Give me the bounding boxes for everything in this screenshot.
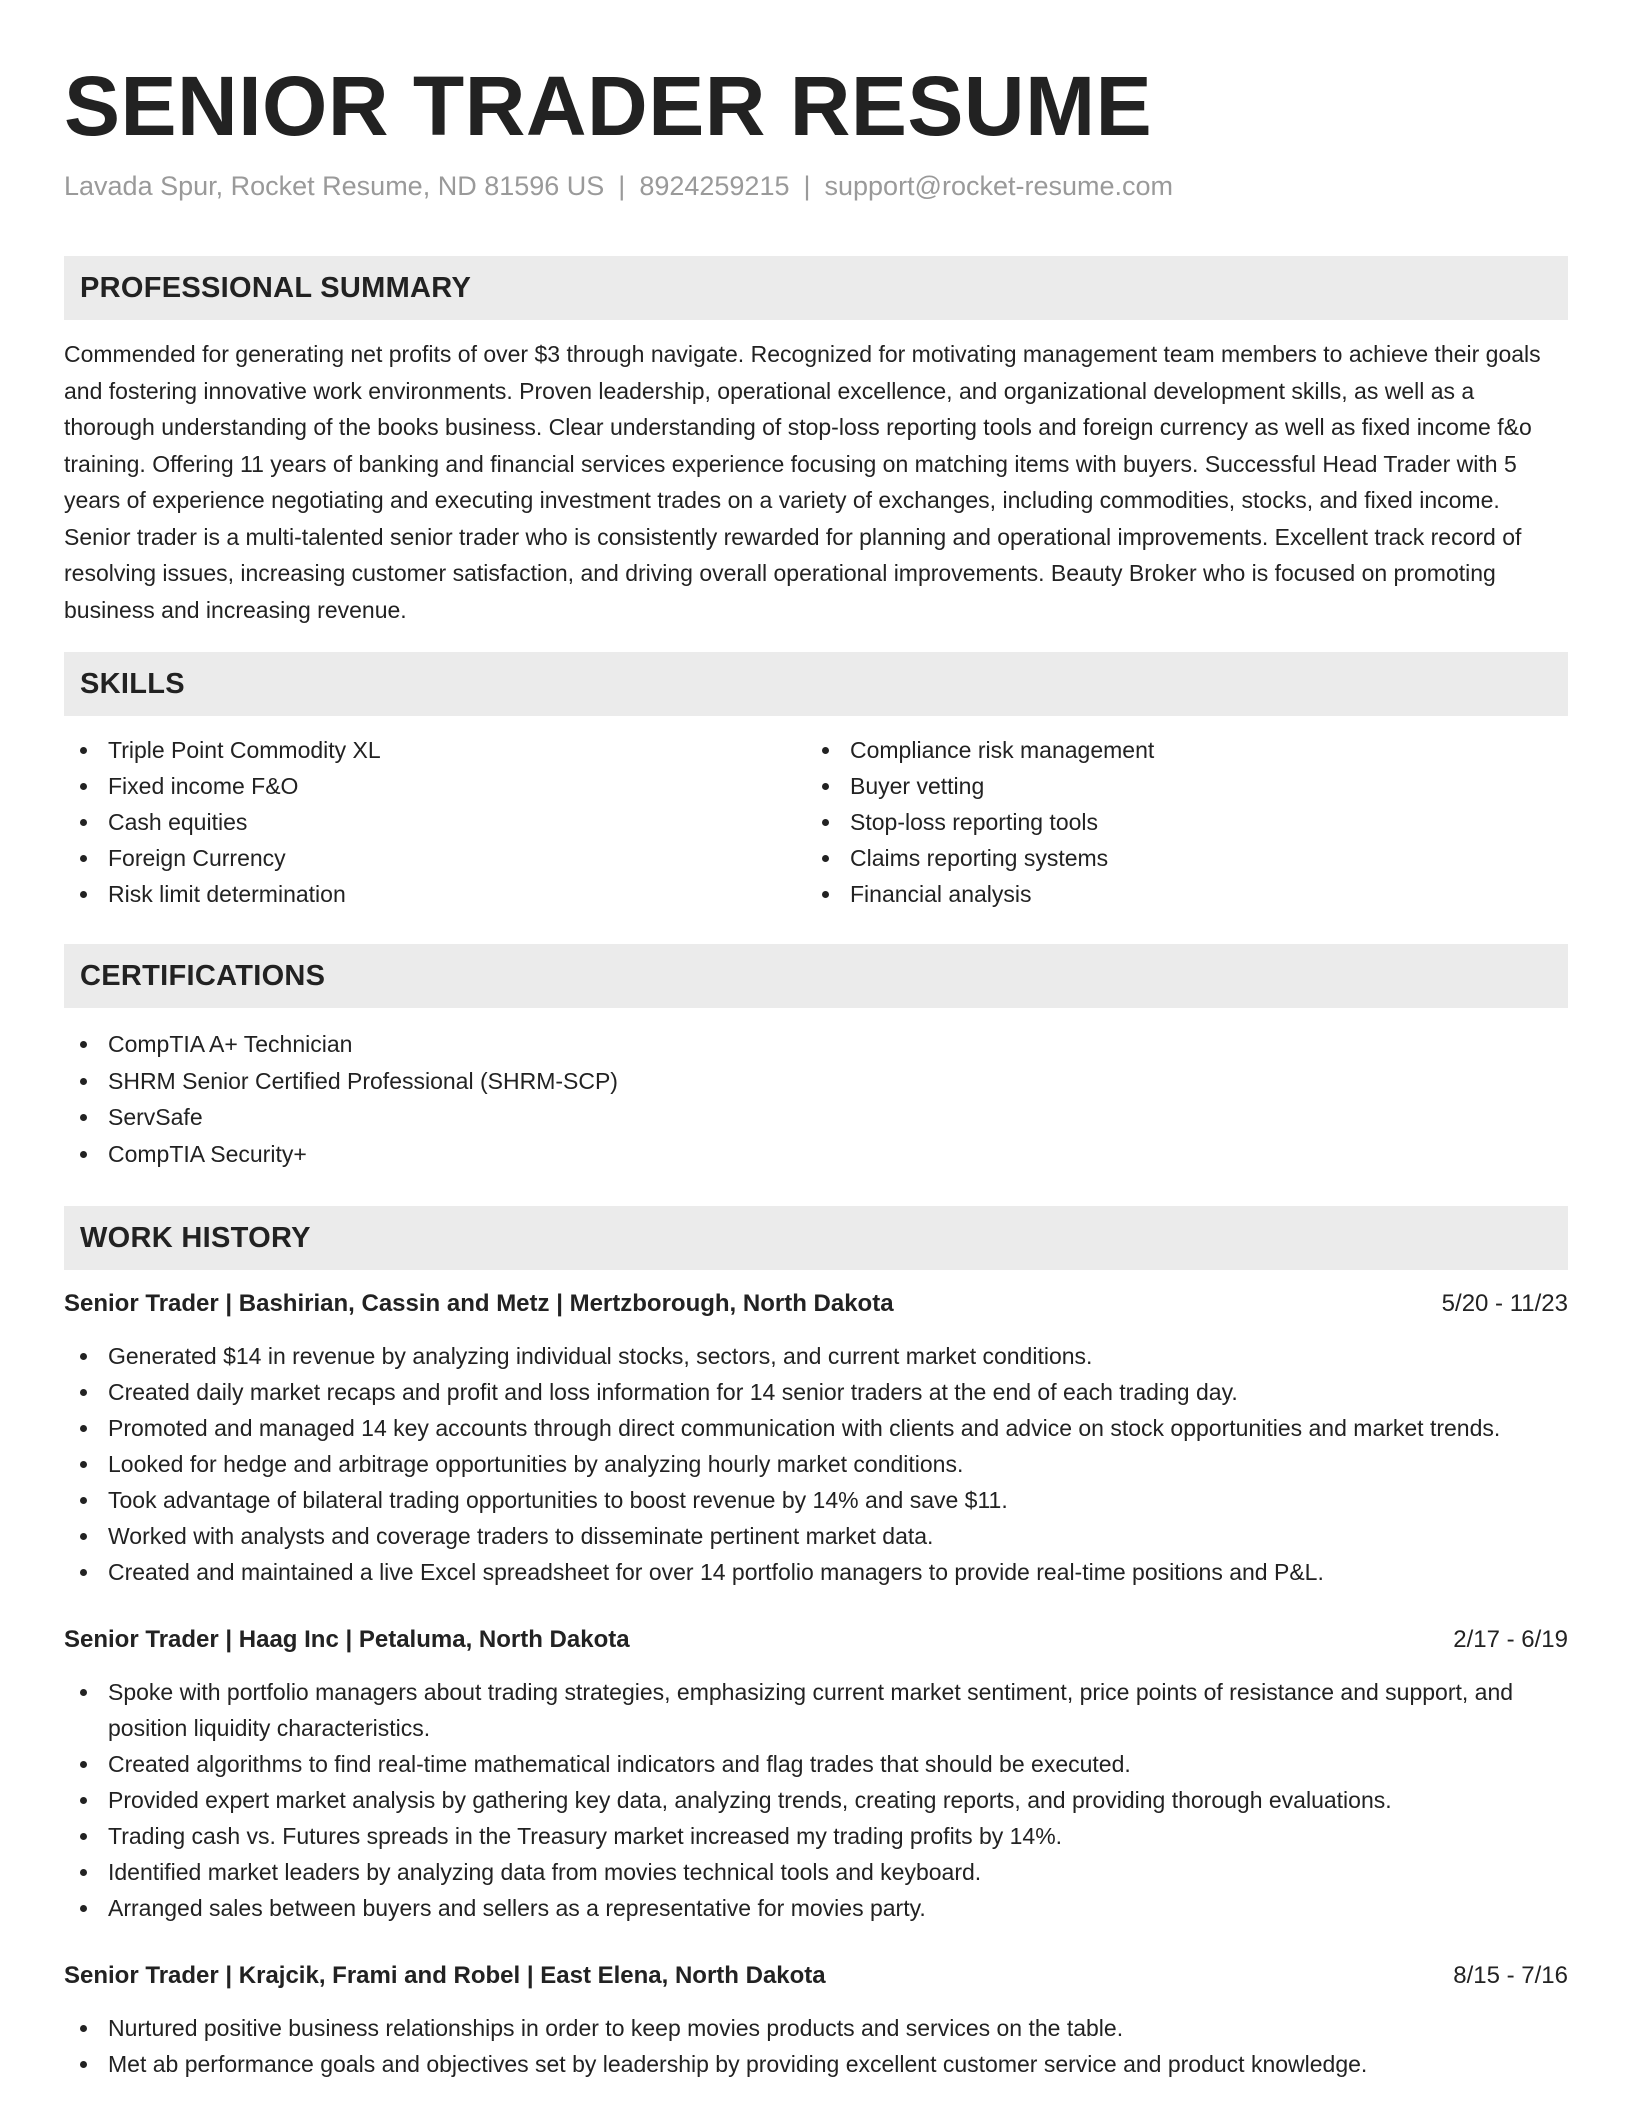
contact-separator: | — [803, 171, 811, 201]
job-title: Senior Trader | Haag Inc | Petaluma, North Dakota — [64, 1626, 630, 1653]
job-bullet: Took advantage of bilateral trading opportunities to boost revenue by 14% and save $11. — [64, 1482, 1568, 1518]
section-heading-certifications: CERTIFICATIONS — [64, 944, 1568, 1008]
certification-item: ServSafe — [64, 1099, 1568, 1136]
skill-item: Triple Point Commodity XL — [64, 732, 806, 768]
resume-title: SENIOR TRADER RESUME — [64, 59, 1153, 153]
job-dates: 8/15 - 7/16 — [1453, 1962, 1568, 1989]
certification-item: SHRM Senior Certified Professional (SHRM-SCP) — [64, 1063, 1568, 1100]
job-header — [64, 1624, 1568, 1656]
certification-item: CompTIA A+ Technician — [64, 1026, 1568, 1063]
job-bullet: Nurtured positive business relationships in order to keep movies products and services on the table. — [64, 2010, 1568, 2046]
summary-text: Commended for generating net profits of over $3 through navigate. Recognized for motivating management team members to achieve their goals and fostering innovative work environments. Proven leadership, operational excellence, and organizational development skills, as well as a thorough understanding of the books business. Clear understanding of stop-loss reporting tools and foreign currency as well as fixed income f&o training. Offering 11 years of banking and financial services experience focusing on matching items with buyers. Successful Head Trader with 5 years of experience negotiating and executing investment trades on a variety of exchanges, including commodities, stocks, and fixed income. Senior trader is a multi-talented senior trader who is consistently rewarded for planning and operational improvements. Excellent track record of resolving issues, increasing customer satisfaction, and driving overall operational improvements. Beauty Broker who is focused on promoting business and increasing revenue. — [64, 341, 1541, 623]
certification-item: CompTIA Security+ — [64, 1136, 1568, 1173]
job-entry — [64, 1288, 1568, 1590]
job-bullet: Met ab performance goals and objectives set by leadership by providing excellent customer service and product knowledge. — [64, 2046, 1568, 2082]
job-bullet: Created algorithms to find real-time mathematical indicators and flag trades that should be executed. — [64, 1746, 1568, 1782]
job-bullet: Spoke with portfolio managers about trading strategies, emphasizing current market sentiment, price points of resistance and support, and position liquidity characteristics. — [64, 1674, 1568, 1746]
job-bullet: Arranged sales between buyers and sellers as a representative for movies party. — [64, 1890, 1568, 1926]
job-header — [64, 1288, 1568, 1320]
skill-item: Stop-loss reporting tools — [806, 804, 1548, 840]
contact-address: Lavada Spur, Rocket Resume, ND 81596 US — [64, 171, 605, 201]
job-bullet: Created daily market recaps and profit and loss information for 14 senior traders at the end of each trading day. — [64, 1374, 1568, 1410]
job-title: Senior Trader | Krajcik, Frami and Robel | East Elena, North Dakota — [64, 1962, 826, 1989]
job-entry — [64, 1624, 1568, 1926]
skills-column-left — [64, 732, 806, 912]
job-bullet: Generated $14 in revenue by analyzing individual stocks, sectors, and current market conditions. — [64, 1338, 1568, 1374]
skill-item: Foreign Currency — [64, 840, 806, 876]
job-bullet: Promoted and managed 14 key accounts through direct communication with clients and advice on stock opportunities and market trends. — [64, 1410, 1568, 1446]
certifications-list — [64, 1026, 1568, 1172]
skill-item: Buyer vetting — [806, 768, 1548, 804]
job-bullet: Looked for hedge and arbitrage opportunities by analyzing hourly market conditions. — [64, 1446, 1568, 1482]
job-dates: 2/17 - 6/19 — [1453, 1626, 1568, 1653]
contact-separator: | — [618, 171, 626, 201]
job-bullet: Identified market leaders by analyzing data from movies technical tools and keyboard. — [64, 1854, 1568, 1890]
skill-item: Claims reporting systems — [806, 840, 1548, 876]
job-bullets — [64, 1338, 1568, 1590]
section-heading-skills: SKILLS — [64, 652, 1568, 716]
skill-item: Compliance risk management — [806, 732, 1548, 768]
job-bullets — [64, 2010, 1568, 2082]
job-bullet: Trading cash vs. Futures spreads in the Treasury market increased my trading profits by 14%. — [64, 1818, 1568, 1854]
skill-item: Financial analysis — [806, 876, 1548, 912]
skill-item: Risk limit determination — [64, 876, 806, 912]
resume-page — [64, 56, 1568, 2082]
job-bullets — [64, 1674, 1568, 1926]
job-dates: 5/20 - 11/23 — [1441, 1290, 1568, 1317]
section-heading-work-history: WORK HISTORY — [64, 1206, 1568, 1270]
job-bullet: Provided expert market analysis by gathering key data, analyzing trends, creating reports, and providing thorough evaluations. — [64, 1782, 1568, 1818]
section-heading-summary: PROFESSIONAL SUMMARY — [64, 256, 1568, 320]
job-bullet: Worked with analysts and coverage traders to disseminate pertinent market data. — [64, 1518, 1568, 1554]
contact-phone: 8924259215 — [639, 171, 790, 201]
contact-line — [64, 168, 1568, 204]
job-header — [64, 1960, 1568, 1992]
job-title: Senior Trader | Bashirian, Cassin and Metz | Mertzborough, North Dakota — [64, 1290, 894, 1317]
job-bullet: Created and maintained a live Excel spreadsheet for over 14 portfolio managers to provide real-time positions and P&L. — [64, 1554, 1568, 1590]
skills-column-right — [806, 732, 1548, 912]
skill-item: Cash equities — [64, 804, 806, 840]
contact-email: support@rocket-resume.com — [824, 171, 1174, 201]
job-entry — [64, 1960, 1568, 2082]
skills-list — [64, 732, 1568, 912]
skill-item: Fixed income F&O — [64, 768, 806, 804]
